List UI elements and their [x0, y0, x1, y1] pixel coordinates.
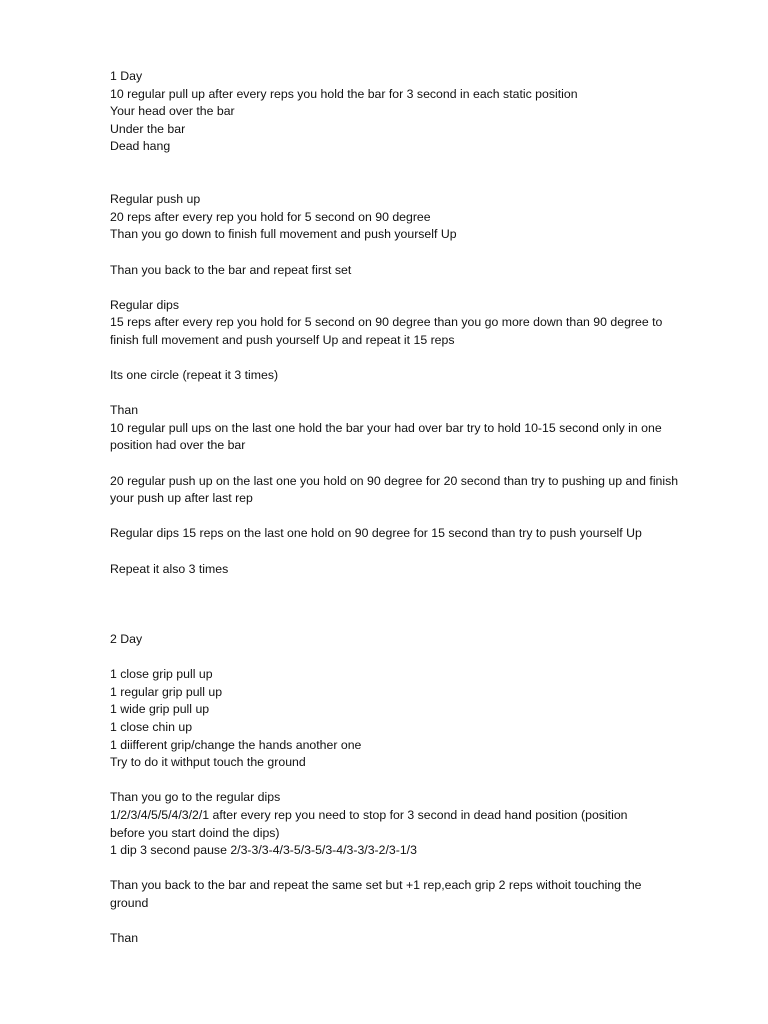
text-line: Its one circle (repeat it 3 times): [110, 368, 279, 383]
text-line: Than you go to the regular dips: [110, 790, 281, 805]
text-line: Than you back to the bar and repeat first set: [110, 262, 352, 277]
text-line: Than: [110, 931, 139, 946]
text-line: 2 Day: [110, 632, 143, 646]
text-line: 10 regular pull up after every reps you hold the bar for 3 second in each static position: [110, 86, 578, 101]
text-line: finish full movement and push yourself Up and repeat it 15 reps: [110, 332, 455, 347]
text-line: 20 regular push up on the last one you hold on 90 degree for 20 second than try to pushing up and finish: [110, 473, 679, 488]
blank-line: [110, 244, 730, 262]
text-line: before you start doind the dips): [110, 825, 280, 840]
blank-line: [110, 613, 730, 631]
document-body: [110, 68, 730, 948]
text-line: Try to do it withput touch the ground: [110, 755, 306, 770]
blank-line: [110, 350, 730, 368]
blank-line: [110, 596, 730, 614]
text-line: Than you back to the bar and repeat the same set but +1 rep,each grip 2 reps withoit touching the: [110, 878, 642, 893]
text-line: 1 close chin up: [110, 719, 193, 734]
text-line: Regular push up: [110, 192, 201, 207]
blank-line: [110, 772, 730, 790]
blank-line: [110, 543, 730, 561]
text-line: your push up after last rep: [110, 491, 253, 506]
text-line: 1 dip 3 second pause 2/3-3/3-4/3-5/3-5/3-4/3-3/3-2/3-1/3: [110, 843, 417, 858]
text-line: position had over the bar: [110, 438, 246, 453]
text-line: 20 reps after every rep you hold for 5 second on 90 degree: [110, 209, 431, 224]
blank-line: [110, 649, 730, 667]
text-line: 1 wide grip pull up: [110, 702, 210, 717]
text-line: Regular dips 15 reps on the last one hold on 90 degree for 15 second than try to push yourself Up: [110, 526, 642, 541]
text-line: Under the bar: [110, 121, 186, 136]
text-line: 1 diifferent grip/change the hands another one: [110, 737, 362, 752]
blank-line: [110, 385, 730, 403]
blank-line: [110, 156, 730, 174]
text-line: 10 regular pull ups on the last one hold the bar your had over bar try to hold 10-15 second only in one: [110, 420, 662, 435]
blank-line: [110, 913, 730, 931]
text-line: Your head over the bar: [110, 104, 235, 119]
text-line: 1 close grip pull up: [110, 667, 213, 682]
blank-line: [110, 174, 730, 192]
text-line: Than you go down to finish full movement and push yourself Up: [110, 227, 457, 242]
blank-line: [110, 860, 730, 878]
text-line: Dead hang: [110, 139, 171, 154]
text-line: Repeat it also 3 times: [110, 561, 229, 576]
text-line: ground: [110, 895, 149, 910]
text-line: Than: [110, 403, 139, 418]
text-line: Regular dips: [110, 297, 180, 312]
blank-line: [110, 455, 730, 473]
blank-line: [110, 279, 730, 297]
text-line: 1 regular grip pull up: [110, 684, 223, 699]
text-line: 1/2/3/4/5/5/4/3/2/1 after every rep you need to stop for 3 second in dead hand position (position: [110, 807, 628, 822]
blank-line: [110, 508, 730, 526]
text-line: 1 Day: [110, 69, 143, 83]
text-line: 15 reps after every rep you hold for 5 second on 90 degree than you go more down than 90 degree to: [110, 315, 663, 330]
blank-line: [110, 578, 730, 596]
